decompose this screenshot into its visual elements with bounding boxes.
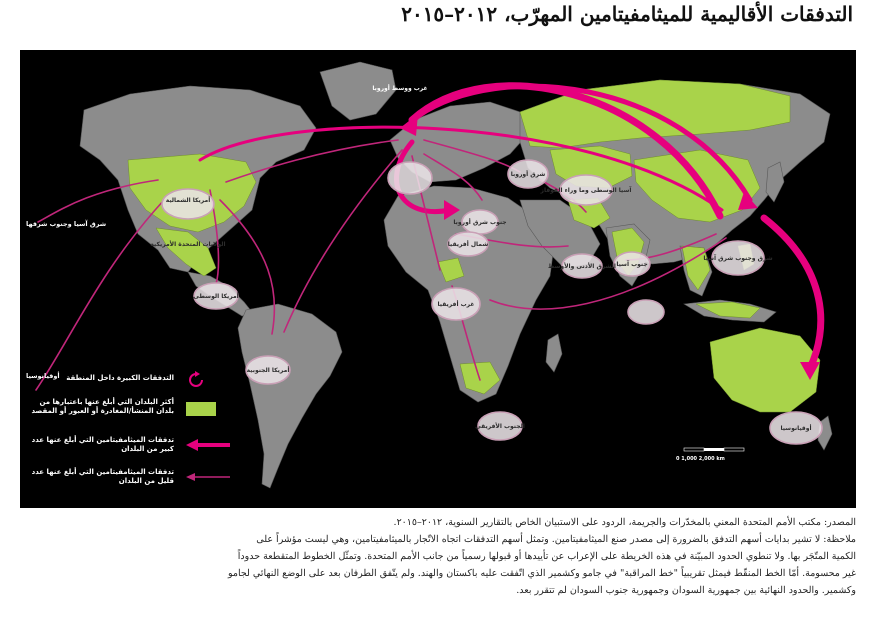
label-near-middle-east: الشرق الأدنى والأوسط: [548, 263, 616, 270]
legend-item-reporting-countries: [26, 396, 238, 430]
legend-item-major-flow: [26, 434, 238, 462]
label-southeast-europe: جنوب شرق أوروبا: [453, 219, 507, 226]
label-south-america: أمريكا الجنوبية: [246, 367, 290, 374]
label-south-asia: جنوب آسيا: [616, 261, 648, 268]
legend-item-minor-flow: [26, 466, 238, 494]
bubble-north-america: [162, 189, 214, 219]
scale-label: 0 1,000 2,000 km: [676, 456, 725, 462]
label-west-africa: غرب أفريقيا: [437, 301, 475, 308]
map-footer: [20, 514, 856, 599]
legend-item-regional-flow: [26, 368, 238, 396]
label-north-america: أمريكا الشمالية: [165, 197, 211, 204]
label-na-producers: الولايات المتحدة الأمريكية: [150, 241, 226, 248]
label-oceania: أوقيانوسيا: [780, 425, 812, 432]
label-east-se-asia-left: شرق آسيا وجنوب شرقها: [26, 220, 107, 228]
legend-label: التدفقات الكبيرة داخل المنطقة: [66, 374, 174, 382]
thick-arrow-icon: [186, 438, 230, 452]
label-western-europe: غرب ووسط أوروبا: [372, 85, 428, 92]
note-line-1: ملاحظة: لا تشير بدايات أسهم التدفق بالضرورة إلى مصدر صنع الميثامفيتامين. وتمثل أسهم التدفقات اتجاه الاتّجار بالميثامفيتامين، وهي ليست مؤشراً على: [256, 534, 856, 545]
map-title: التدفقات الأقاليمية للميثامفيتامين المهرّب، ٢٠١٢–٢٠١٥: [401, 2, 853, 26]
circular-arrow-icon: [186, 370, 206, 390]
note-line-4: وكشمير. والحدود النهائية بين جمهورية السودان وجمهورية جنوب السودان لم تتقرر بعد.: [516, 585, 856, 596]
label-southern-africa: الجنوب الأفريقي: [475, 423, 525, 430]
thin-arrow-icon: [186, 470, 230, 484]
bubble-china-area: [628, 300, 664, 324]
legend: [26, 368, 246, 508]
green-box-icon: [186, 402, 216, 416]
legend-label: أكثر البلدان التي أبلغ عنها باعتبارها من بلدان المنشأ/المغادرة أو العبور أو المقصد: [31, 398, 174, 415]
label-central-america: أمريكا الوسطى: [193, 293, 239, 300]
world-map: [20, 50, 856, 508]
legend-label: تدفقات الميثامفيتامين التي أبلغ عنها عدد كبير من البلدان: [31, 436, 174, 453]
bubble-west-europe: [388, 162, 432, 194]
label-eastern-europe: شرق أوروبا: [510, 171, 546, 178]
note-line-3: غير محسومة. أمّا الخط المنقّط فيمثل تقريبياً "خط المراقبة" في جامو وكشمير الذي اتّفقت عليه باكستان والهند. ولم يتّفق الطرفان بعد على الوضع النهائي لجامو: [227, 568, 856, 579]
source-note: المصدر: مكتب الأمم المتحدة المعني بالمخدّرات والجريمة، الردود على الاستبيان الخاص بالتقارير السنوية، ٢٠١٢–٢٠١٥.: [393, 517, 856, 528]
label-east-se-asia: شرق وجنوب شرق آسيا: [703, 255, 773, 262]
label-oceania-left: أوقيانوسيا: [26, 372, 60, 380]
note-line-2: الكمية المتّجَر بها. ولا تنطوي الحدود المبيّنة في هذه الخريطة على الإعراب عن تأييدها أو قبولها رسمياً من جانب الأمم المتحدة. وتمثّل الخطوط المتقطعة حدوداً: [237, 551, 856, 562]
label-central-asia: آسيا الوسطى وما وراء القوقاز: [540, 187, 632, 194]
legend-label: تدفقات الميثامفيتامين التي أبلغ عنها عدد قليل من البلدان: [31, 468, 174, 485]
label-north-africa: شمال أفريقيا: [447, 241, 489, 248]
